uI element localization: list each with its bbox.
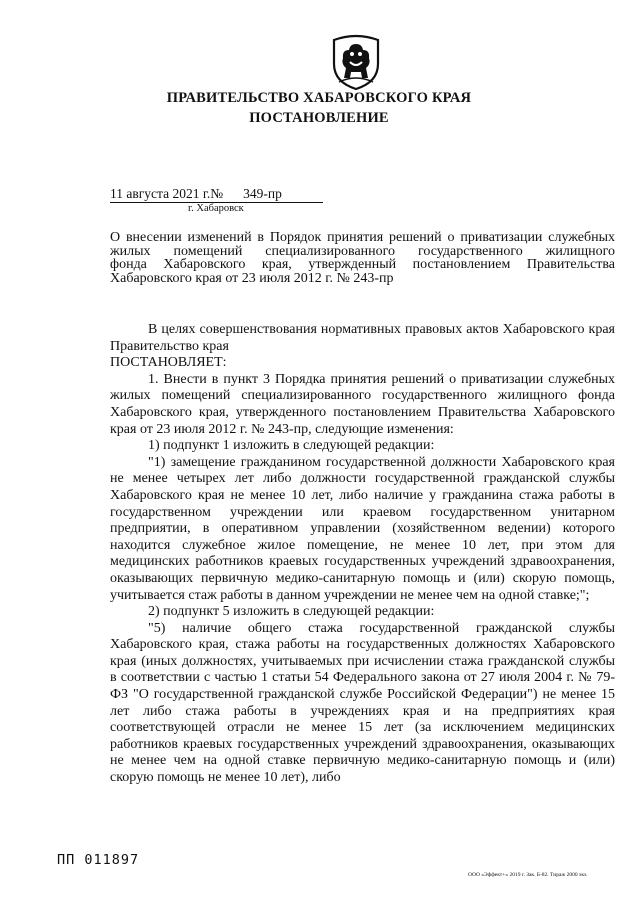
serial-number: ПП 011897 [57,852,140,868]
date-number-line [110,186,323,203]
subject-line: О внесении изменений в Порядок принятия решений о приватизации служебных [110,230,615,245]
quote-2-paragraph: "5) наличие общего стажа государственной гражданской службы Хабаровского края, стажа работы на государственных должностях Хабаровского края (иных должностях, учитываемых при исчислении стажа гражданской службы в соответствии с частью 1 статьи 54 Федерального закона от 27 июля 2004 г. № 79-ФЗ "О государственной гражданской службе Российской Федерации") не менее 15 лет либо стажа работы в учреждениях края и на предприятиях края соответствующей отрасли не менее 15 лет (за исключением медицинских работников краевых государственных учреждений здравоохранения, оказывающих не менее чем на одной ставке первичную медико-санитарную помощь и (или) скорую помощь не менее 10 лет), либо [110,620,615,786]
item-1-paragraph: 1. Внести в пункт 3 Порядка принятия решений о приватизации служебных жилых помещений специализированного государственного жилищного фонда Хабаровского края, утвержденного постановлением Правительства Хабаровского края от 23 июля 2012 г. № 243-пр, следующие изменения: [110,371,615,437]
document-subject [110,231,615,285]
subject-line: фонда Хабаровского края, утвержденный постановлением Правительства [110,257,615,272]
quote-1-paragraph: "1) замещение гражданином государственной должности Хабаровского края не менее четырех лет либо должности государственной гражданской службы Хабаровского края не менее 10 лет, либо наличие у гражданина стажа работы в государственном учреждении или краевом государственном унитарном предприятии, в оперативном управлении (хозяйственном ведении) которого находится служебное жилое помещение, не менее 10 лет, при этом для медицинских работников краевых государственных учреждений здравоохранения, оказывающих первичную медико-санитарную помощь и (или) скорую помощь, учитывается стаж работы в данном учреждении не менее чем на одной ставке;"; [110,454,615,603]
document-body [110,322,615,787]
intro-paragraph: В целях совершенствования нормативных правовых актов Хабаровского края Правительство края [110,322,615,354]
government-title: ПРАВИТЕЛЬСТВО ХАБАРОВСКОГО КРАЯ [166,90,472,106]
subject-line: Хабаровского края от 23 июля 2012 г. № 243-пр [110,270,394,286]
subitem-2-paragraph: 2) подпункт 5 изложить в следующей редакции: [148,604,435,620]
printer-imprint: ООО «Эффект+» 2019 г. Зак. Б-82. Тираж 2000 экз. [468,872,588,878]
document-date: 11 августа 2021 г. [110,186,211,201]
resolves-heading: ПОСТАНОВЛЯЕТ: [110,355,227,371]
document-type-title: ПОСТАНОВЛЕНИЕ [249,110,389,126]
document-number: 349-пр [223,186,323,203]
city-label: г. Хабаровск [188,203,244,214]
subject-line: жилых помещений специализированного государственного жилищного [110,243,615,259]
coat-of-arms-emblem [330,34,382,90]
subitem-1-paragraph: 1) подпункт 1 изложить в следующей редакции: [148,438,435,454]
number-label: № [210,186,224,201]
